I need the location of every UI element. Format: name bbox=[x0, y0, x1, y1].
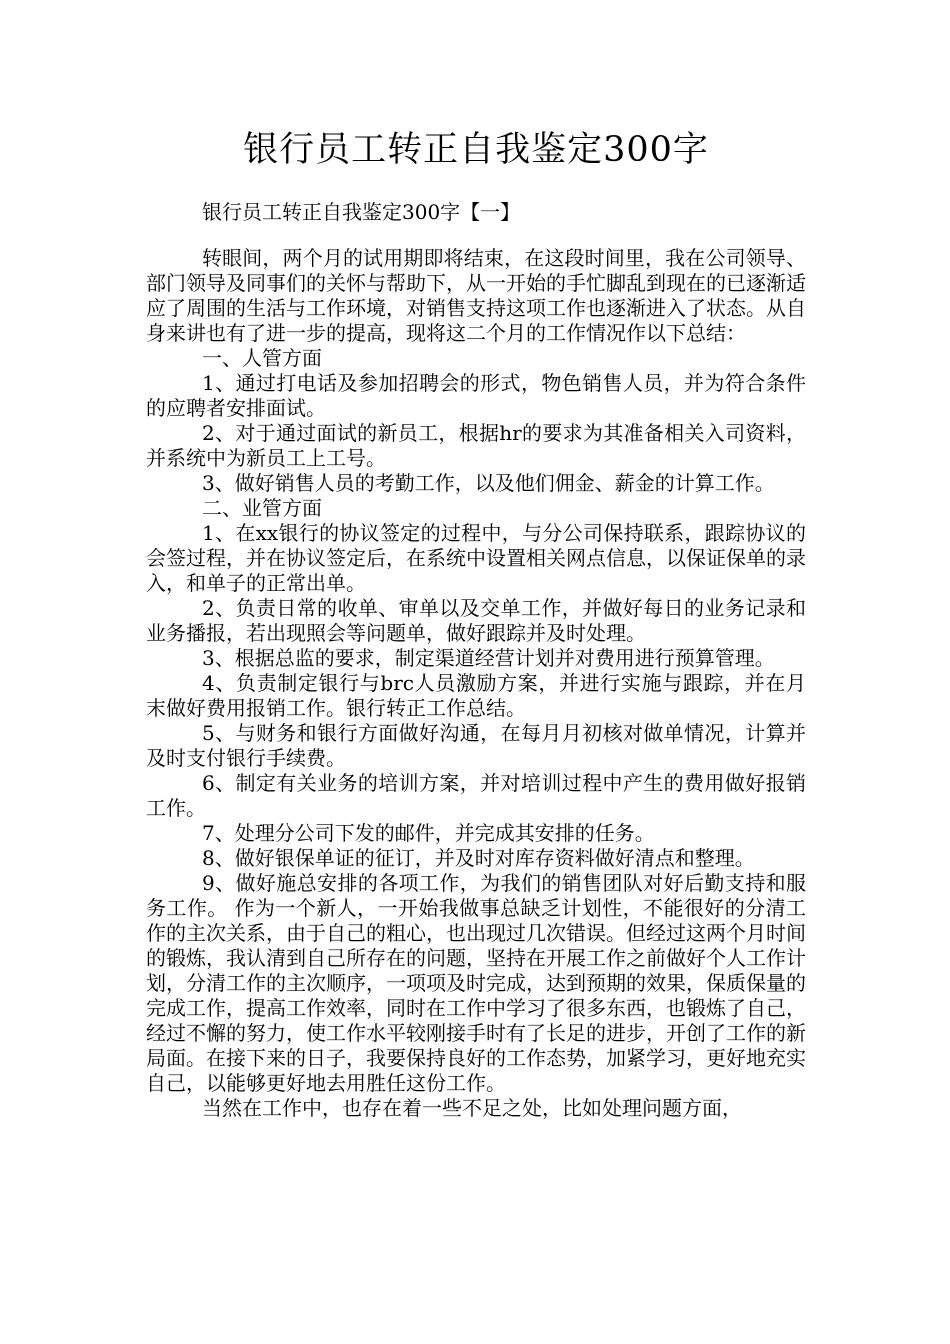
document-subtitle: 银行员工转正自我鉴定300字【一】 bbox=[202, 200, 521, 224]
paragraph: 1、通过打电话及参加招聘会的形式，物色销售人员，并为符合条件的应聘者安排面试。 bbox=[146, 371, 806, 420]
paragraph: 当然在工作中，也存在着一些不足之处，比如处理问题方面， bbox=[202, 1096, 742, 1120]
paragraph: 3、根据总监的要求，制定渠道经营计划并对费用进行预算管理。 bbox=[202, 646, 775, 670]
document-title: 银行员工转正自我鉴定300字 bbox=[243, 130, 709, 170]
paragraph: 一、人管方面 bbox=[202, 346, 322, 370]
paragraph: 3、做好销售人员的考勤工作，以及他们佣金、薪金的计算工作。 bbox=[202, 471, 775, 495]
paragraph: 9、做好施总安排的各项工作，为我们的销售团队对好后勤支持和服务工作。 作为一个新人，一开始我做事总缺乏计划性，不能很好的分清工作的主次关系，由于自己的粗心，也出现过几次错误。但经过这两个月时间的锻炼，我认清到自己所存在的问题，坚持在开展工作之前做好个人工作计划，分清工作的主次顺序，一项项及时完成，达到预期的效果，保质保量的完成工作，提高工作效率，同时在工作中学习了很多东西，也锻炼了自己，经过不懈的努力，使工作水平较刚接手时有了长足的进步，开创了工作的新局面。在接下来的日子，我要保持良好的工作态势，加紧学习，更好地充实自己，以能够更好地去用胜任这份工作。 bbox=[146, 871, 806, 1095]
document-body bbox=[146, 246, 806, 1121]
paragraph: 5、与财务和银行方面做好沟通，在每月月初核对做单情况，计算并及时支付银行手续费。 bbox=[146, 721, 806, 770]
paragraph: 二、业管方面 bbox=[202, 496, 322, 520]
paragraph: 1、在xx银行的协议签定的过程中，与分公司保持联系，跟踪协议的会签过程，并在协议签定后，在系统中设置相关网点信息，以保证保单的录入，和单子的正常出单。 bbox=[146, 521, 806, 595]
paragraph: 6、制定有关业务的培训方案，并对培训过程中产生的费用做好报销工作。 bbox=[146, 771, 806, 820]
paragraph: 转眼间，两个月的试用期即将结束，在这段时间里，我在公司领导、部门领导及同事们的关怀与帮助下，从一开始的手忙脚乱到现在的已逐渐适应了周围的生活与工作环境，对销售支持这项工作也逐渐进入了状态。从自身来讲也有了进一步的提高，现将这二个月的工作情况作以下总结： bbox=[146, 246, 806, 345]
paragraph: 4、负责制定银行与brc人员激励方案，并进行实施与跟踪，并在月末做好费用报销工作。银行转正工作总结。 bbox=[146, 671, 806, 720]
paragraph: 7、处理分公司下发的邮件，并完成其安排的任务。 bbox=[202, 821, 655, 845]
paragraph: 2、负责日常的收单、审单以及交单工作，并做好每日的业务记录和业务播报，若出现照会等问题单，做好跟踪并及时处理。 bbox=[146, 596, 806, 645]
paragraph: 2、对于通过面试的新员工，根据hr的要求为其准备相关入司资料，并系统中为新员工上工号。 bbox=[146, 421, 806, 470]
paragraph: 8、做好银保单证的征订，并及时对库存资料做好清点和整理。 bbox=[202, 846, 755, 870]
